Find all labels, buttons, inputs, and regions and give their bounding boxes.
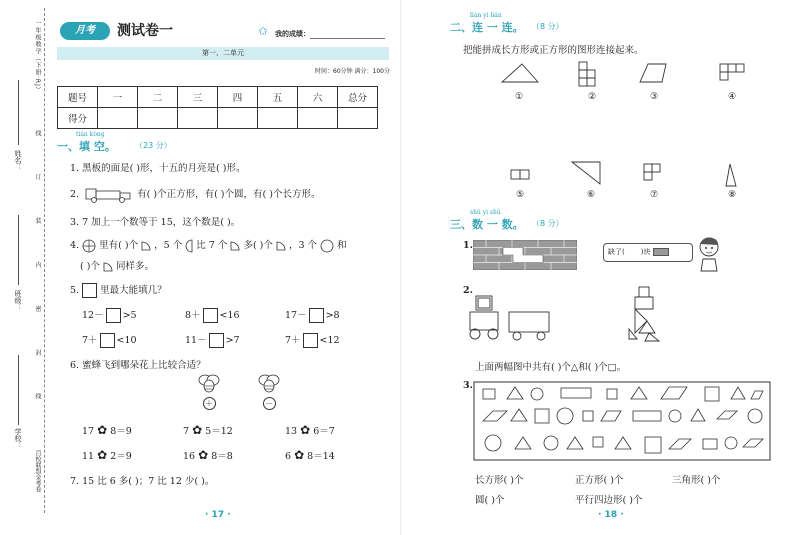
score-table-cell: 五: [258, 87, 298, 108]
question-4-number: 4.: [70, 240, 80, 251]
answer-squares: 正方形( )个: [575, 475, 624, 486]
brick-icon: [653, 248, 669, 256]
label-4: ④: [728, 92, 737, 102]
flower-icon[interactable]: ✿: [294, 448, 305, 462]
right-triangle-shape: [502, 64, 538, 82]
flower-icon[interactable]: ✿: [198, 448, 209, 462]
question-4-cont: [80, 258, 154, 272]
label-2: ②: [588, 92, 597, 102]
circle-icon: [320, 239, 334, 253]
question-2-text: 有( )个正方形，有( )个圆，有( )个长方形。: [137, 189, 321, 200]
blank-square: [82, 283, 97, 298]
answer-box[interactable]: [209, 333, 224, 348]
student-name-label: 姓名：: [14, 150, 22, 171]
question-5: [70, 282, 167, 298]
answer-circles: 圆( )个: [475, 495, 505, 506]
quarter-circle-icon: [276, 241, 286, 251]
score-table-cell: 六: [298, 87, 338, 108]
s3-question-2-text: 上面两幅图中共有( )个△和( )个□。: [475, 362, 627, 373]
section2-pinyin: lián yi lián: [470, 12, 502, 19]
score-input-cell[interactable]: [218, 108, 258, 129]
student-class-label: 班级：: [14, 290, 22, 311]
flower-eq-4: 11 ✿ 2＝9: [82, 448, 132, 462]
section1-title: 一、填 空。: [57, 140, 116, 153]
page-number-right: · 18 ·: [598, 510, 624, 520]
question-6: 6. 蜜蜂飞到哪朵花上比较合适？: [70, 360, 206, 371]
question-4-text-a: 里有( )个: [99, 240, 139, 251]
flower-eq-6: 6 ✿ 8＝14: [285, 448, 335, 462]
student-school-line[interactable]: [18, 355, 19, 425]
flower-eq-2: 7 ✿ 5＝12: [183, 423, 233, 437]
t-blocks-shape: [644, 164, 660, 180]
binding-dashed-line: [44, 8, 45, 513]
s3-question-2-number: 2.: [463, 285, 473, 296]
q5-item-2: 8＋ <16: [185, 310, 240, 321]
bee-icon: [257, 373, 281, 393]
score-table-cell: 得分: [58, 108, 98, 129]
score-table-cell: 总分: [338, 87, 378, 108]
mixed-shapes-box: [473, 381, 771, 461]
score-input-cell[interactable]: [258, 108, 298, 129]
flower-icon[interactable]: ✿: [97, 423, 108, 437]
flower-eq-3: 13 ✿ 6＝7: [285, 423, 335, 437]
score-table-cell: 一: [98, 87, 138, 108]
unit-banner: 第一、二单元: [57, 47, 389, 60]
score-table-cell: 题号: [58, 87, 98, 108]
score-table-cell: 二: [138, 87, 178, 108]
question-4: [70, 237, 347, 253]
flower-icon[interactable]: ✿: [97, 448, 108, 462]
header-badge: 月考: [60, 22, 110, 40]
question-4-text-c: 比 7 个: [196, 240, 228, 251]
time-info: 时间：60分钟 满分：100分: [315, 68, 390, 75]
question-1: 1. 黑板的面是( )形，十五的月亮是( )形。: [70, 163, 246, 174]
q5-item-4: 7＋ <10: [82, 335, 137, 346]
section1-points: （23 分）: [135, 141, 172, 150]
label-7: ⑦: [650, 190, 659, 200]
bee-plus: [196, 373, 222, 410]
answer-triangles: 三角形( )个: [672, 475, 721, 486]
section2-instruction: 把能拼成长方形或正方形的图形连接起来。: [463, 45, 644, 56]
section3-pinyin: shǔ yi shǔ: [470, 209, 501, 216]
score-input-cell[interactable]: [98, 108, 138, 129]
label-1: ①: [515, 92, 524, 102]
robot-car-figure: [465, 292, 555, 342]
page-gutter: [400, 0, 401, 535]
bee-icon: [197, 373, 221, 393]
question-5-number: 5.: [70, 285, 80, 296]
flower-eq-1: 17 ✿ 8＝9: [82, 423, 132, 437]
binding-cutline: 线 订 装 内 密 封 线: [34, 130, 41, 418]
speech-bubble: [603, 243, 693, 262]
question-4-text-f: 和: [337, 240, 347, 251]
truck-shapes-icon: [84, 187, 132, 203]
score-table-cell: 三: [178, 87, 218, 108]
score-input-cell[interactable]: [298, 108, 338, 129]
s3-question-3-number: 3.: [463, 380, 473, 391]
quarter-circle-icon: [103, 262, 113, 272]
score-input-cell[interactable]: [338, 108, 378, 129]
brick-wall-image: [473, 240, 577, 270]
question-7: 7. 15 比 6 多( )；7 比 12 少( )。: [70, 476, 215, 487]
question-3: 3. 7 加上一个数等于 15，这个数是( )。: [70, 217, 241, 228]
quarter-circle-icon: [141, 241, 151, 251]
quarter-circle-icon: [230, 241, 240, 251]
question-2: [70, 186, 320, 203]
score-table-score-row: [58, 108, 378, 129]
score-table-cell: 四: [218, 87, 258, 108]
question-4-text-b: ，5 个: [154, 240, 183, 251]
two-squares-shape: [511, 170, 529, 179]
page-title: 测试卷一: [117, 23, 173, 39]
large-triangle-shape: [572, 162, 600, 184]
connect-shapes-row2: [480, 158, 780, 190]
question-4-text-g: ( )个: [80, 261, 100, 272]
binding-brand: 百校联盟金考卷: [34, 450, 41, 492]
tangram-figure: [625, 285, 665, 343]
flower-icon[interactable]: ✿: [300, 423, 311, 437]
student-class-line[interactable]: [18, 215, 19, 285]
answer-box[interactable]: [100, 333, 115, 348]
answer-box[interactable]: [203, 308, 218, 323]
bubble-text-b: )块: [640, 248, 651, 256]
s3-question-1-number: 1.: [463, 240, 473, 251]
score-input-cell[interactable]: [138, 108, 178, 129]
question-2-number: 2.: [70, 189, 80, 200]
question-4-text-e: ，3 个: [288, 240, 318, 251]
l-tetromino-shape: [579, 62, 595, 86]
page-number-left: · 17 ·: [205, 510, 231, 520]
label-6: ⑥: [587, 190, 596, 200]
score-label: 我的成绩：: [275, 30, 310, 38]
q5-item-6: 7＋ <12: [285, 335, 340, 346]
section2-title: 二、连 一 连。: [450, 21, 524, 34]
question-4-text-d: 多( )个: [243, 240, 273, 251]
q5-item-1: 12－ >5: [82, 310, 137, 321]
student-school-label: 学校：: [14, 428, 22, 449]
score-field[interactable]: [310, 38, 385, 39]
circle-quarters-icon: [82, 239, 96, 253]
star-icon: ✩: [258, 24, 269, 38]
section3-points: （8 分）: [532, 219, 564, 228]
boy-thinking-icon: [692, 235, 726, 273]
bubble-text-a: 缺了(: [608, 248, 625, 256]
answer-parallelograms: 平行四边形( )个: [575, 495, 643, 506]
label-8: ⑧: [728, 190, 737, 200]
question-4-text-h: 同样多。: [116, 261, 155, 272]
section2-points: （8 分）: [532, 22, 564, 31]
label-5: ⑤: [516, 190, 525, 200]
label-3: ③: [650, 92, 659, 102]
connect-shapes-row1: [480, 58, 780, 90]
section3-title: 三、数 一 数。: [450, 218, 524, 231]
section1-pinyin: tián kòng: [76, 131, 105, 138]
answer-box[interactable]: [106, 308, 121, 323]
bee-minus: [256, 373, 282, 410]
q5-item-5: 11－ >7: [185, 335, 240, 346]
answer-rectangles: 长方形( )个: [475, 475, 524, 486]
minus-sign-circle: －: [263, 397, 276, 410]
question-5-text: 里最大能填几？: [100, 285, 167, 296]
student-name-line[interactable]: [18, 80, 19, 145]
score-table-header-row: [58, 87, 378, 108]
score-input-cell[interactable]: [178, 108, 218, 129]
cross-blocks-shape: [720, 64, 744, 80]
binding-text: 一年级数学（下册·RJ）: [34, 20, 41, 94]
q5-item-3: 17－ >8: [285, 310, 340, 321]
half-circle-icon: [185, 239, 193, 253]
flower-icon[interactable]: ✿: [192, 423, 203, 437]
flower-eq-5: 16 ✿ 8＝8: [183, 448, 233, 462]
answer-box[interactable]: [309, 308, 324, 323]
trapezoid-shape: [640, 64, 666, 82]
plus-sign-circle: ＋: [203, 397, 216, 410]
answer-box[interactable]: [303, 333, 318, 348]
score-table: [57, 86, 378, 129]
thin-triangle-shape: [726, 164, 736, 186]
